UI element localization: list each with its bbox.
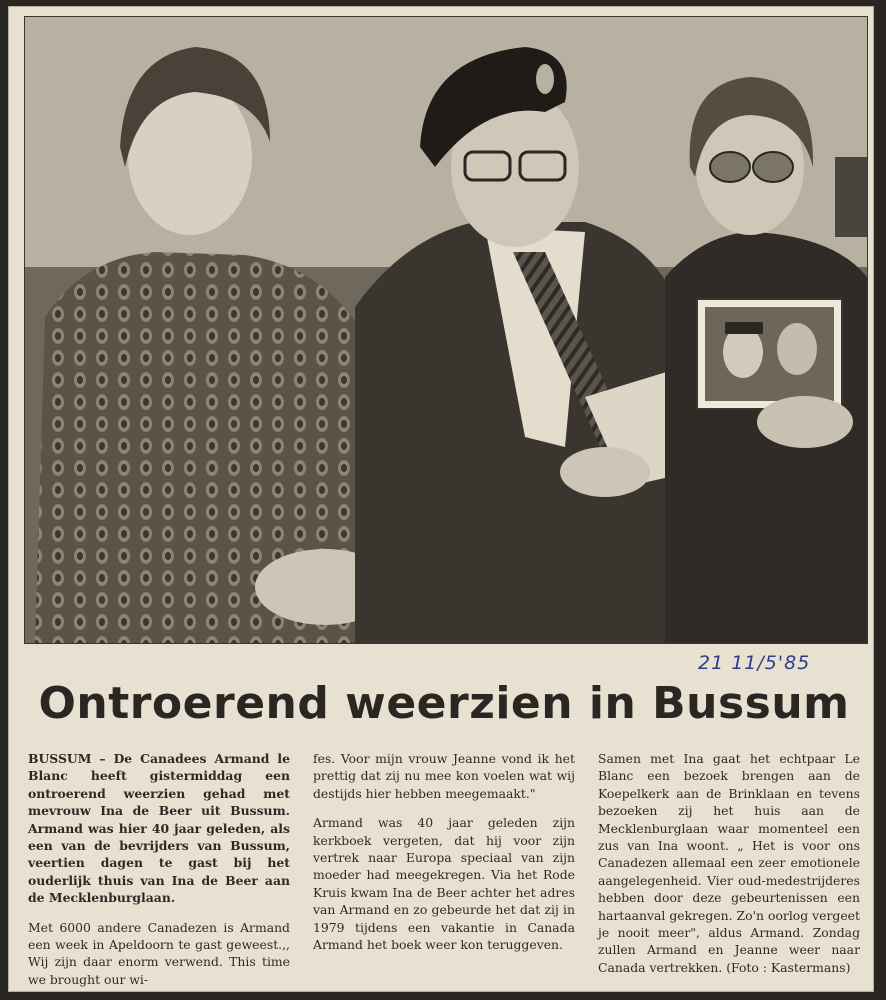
article-column-3 [598,750,860,988]
article-headline: Ontroerend weerzien in Bussum [38,678,850,729]
article-column-2 [313,750,575,965]
article-column-1 [28,750,290,1000]
body-paragraph: Samen met Ina gaat het echtpaar Le Blanc een bezoek brengen aan de Koepelkerk aan de Brinklaan en tevens bezoeken zij het huis aan de Mecklenburglaan waar momenteel een zus van Ina woont. „ Het is voor ons Canadezen allemaal een zeer emotionele aangelegenheid. Vier oud-medestrijderes hebben door deze gebeurtenissen een hartaanval gekregen. Zo'n oorlog vergeet je nooit meer", aldus Armand. Zondag zullen Armand en Jeanne weer naar Canada vertrekken. (Foto : Kastermans) [598,751,860,975]
held-photograph-icon [697,299,842,409]
newspaper-clipping [8,6,874,992]
handwritten-date: 21 11/5'85 [698,652,811,674]
body-paragraph: fes. Voor mijn vrouw Jeanne vond ik het prettig dat zij nu mee kon voelen wat wij destijds hier hebben meegemaakt." [313,751,575,801]
news-photo [24,16,868,644]
body-paragraph: Met 6000 andere Canadezen is Armand een week in Apeldoorn te gast geweest.,, Wij zijn daar enorm verwend. This time we brought our wi- [28,919,290,987]
lead-paragraph: BUSSUM – De Canadees Armand le Blanc heeft gistermiddag een ontroerend weerzien gehad met mevrouw Ina de Beer uit Bussum. Armand was hier 40 jaar geleden, als een van de bevrijders van Bussum, veertien dagen te gast bij het ouderlijk thuis van Ina de Beer aan de Mecklenburglaan. [28,751,290,906]
body-paragraph: Armand was 40 jaar geleden zijn kerkboek vergeten, dat hij voor zijn vertrek naar Europa speciaal van zijn moeder had meegekregen. Via het Rode Kruis kwam Ina de Beer achter het adres van Armand en zo gebeurde het dat zij in 1979 tijdens een vakantie in Canada Armand het boek weer kon teruggeven. [313,815,575,953]
photo-illustration [25,17,867,643]
